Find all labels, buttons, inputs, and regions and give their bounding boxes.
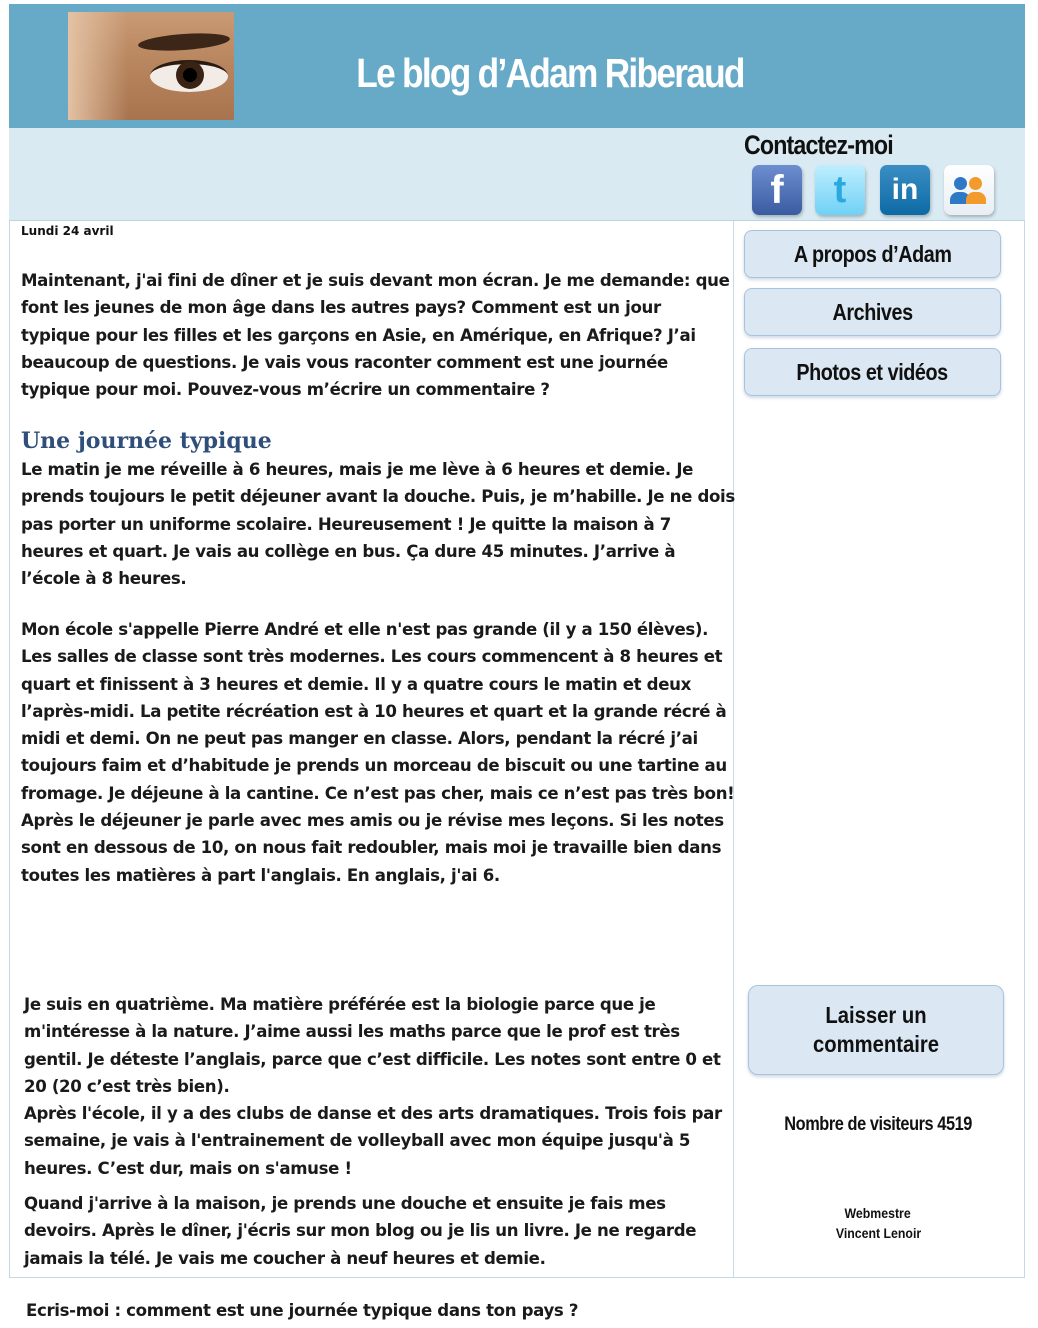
nav-photos-button[interactable]: Photos et vidéos xyxy=(744,348,1001,396)
post-paragraph-morning: Le matin je me réveille à 6 heures, mais je me lève à 6 heures et demie. Je prends toujours le petit déjeuner avant la douche. Puis, je m’habille. Je ne dois pas porter un uniforme scolaire. Heureusement ! Je quitte la maison à 7 heures et quart. Je vais au collège en bus. Ça dure 45 minutes. J’arrive à l’école à 8 heures. xyxy=(21,460,735,589)
post-block-subjects xyxy=(24,991,738,1182)
webmaster-credit xyxy=(742,1203,1014,1243)
post-heading: Une journée typique xyxy=(21,428,272,454)
twitter-icon[interactable]: t xyxy=(815,165,865,215)
myspace-icon[interactable] xyxy=(944,165,994,215)
post-paragraph-subjects: Je suis en quatrième. Ma matière préférée est la biologie parce que je m'intéresse à la nature. J’aime aussi les maths parce que le prof est très gentil. Je déteste l’anglais, parce que c’est difficile. Les notes sont entre 0 et 20 (20 c’est très bien). xyxy=(24,995,721,1096)
nav-archives-button[interactable]: Archives xyxy=(744,288,1001,336)
nav-about-button[interactable]: A propos d’Adam xyxy=(744,230,1001,278)
post-date: Lundi 24 avril xyxy=(21,224,114,238)
visitor-count: Nombre de visiteurs 4519 xyxy=(784,1114,972,1135)
webmaster-label: Webmestre xyxy=(844,1205,912,1221)
site-title: Le blog d’Adam Riberaud xyxy=(356,50,744,96)
facebook-icon[interactable]: f xyxy=(752,165,802,215)
post-intro: Maintenant, j'ai fini de dîner et je suis devant mon écran. Je me demande: que font les jeunes de mon âge dans les autres pays? Comment est un jour typique pour les filles et les garçons en Asie, en Amérique, en Afrique? J’ai beaucoup de questions. Je vais vous raconter comment est une journée typique pour moi. Pouvez-vous m’écrire un commentaire ? xyxy=(21,271,730,400)
contact-title: Contactez-moi xyxy=(744,130,893,160)
post-paragraph-school: Mon école s'appelle Pierre André et elle n'est pas grande (il y a 150 élèves). Les salles de classe sont très modernes. Les cours commencent à 8 heures et quart et finissent à 3 heures et demie. Il y a quatre cours le matin et deux l’après-midi. La petite récréation est à 10 heures et quart et la grande récré à midi et demi. On ne peut pas manger en classe. Alors, pendant la récré j’ai toujours faim et d’habitude je prends un morceau de biscuit ou une tartine au fromage. Je déjeune à la cantine. Ce n’est pas cher, mais ce n’est pas très bon! Après le déjeuner je parle avec mes amis ou je révise mes leçons. Si les notes sont en dessous de 10, on nous fait redoubler, mais moi je travaille bien dans toutes les matières à part l'anglais. En anglais, j'ai 6. xyxy=(21,620,735,885)
post-paragraph-clubs: Après l'école, il y a des clubs de danse et des arts dramatiques. Trois fois par semaine, je vais à l'entrainement de volleyball avec mon équipe jusqu'à 5 heures. C’est dur, mais on s'amuse ! xyxy=(24,1104,722,1178)
linkedin-icon[interactable]: in xyxy=(880,165,930,215)
leave-comment-button[interactable]: Laisser un commentaire xyxy=(748,985,1004,1075)
webmaster-name: Vincent Lenoir xyxy=(835,1225,921,1241)
post-paragraph-evening: Quand j'arrive à la maison, je prends une douche et ensuite je fais mes devoirs. Après le dîner, j'écris sur mon blog ou je lis un livre. Je ne regarde jamais la télé. Je vais me coucher à neuf heures et demie. xyxy=(24,1194,697,1268)
footer-prompt: Ecris-moi : comment est une journée typique dans ton pays ? xyxy=(26,1301,579,1320)
profile-photo xyxy=(68,12,234,120)
